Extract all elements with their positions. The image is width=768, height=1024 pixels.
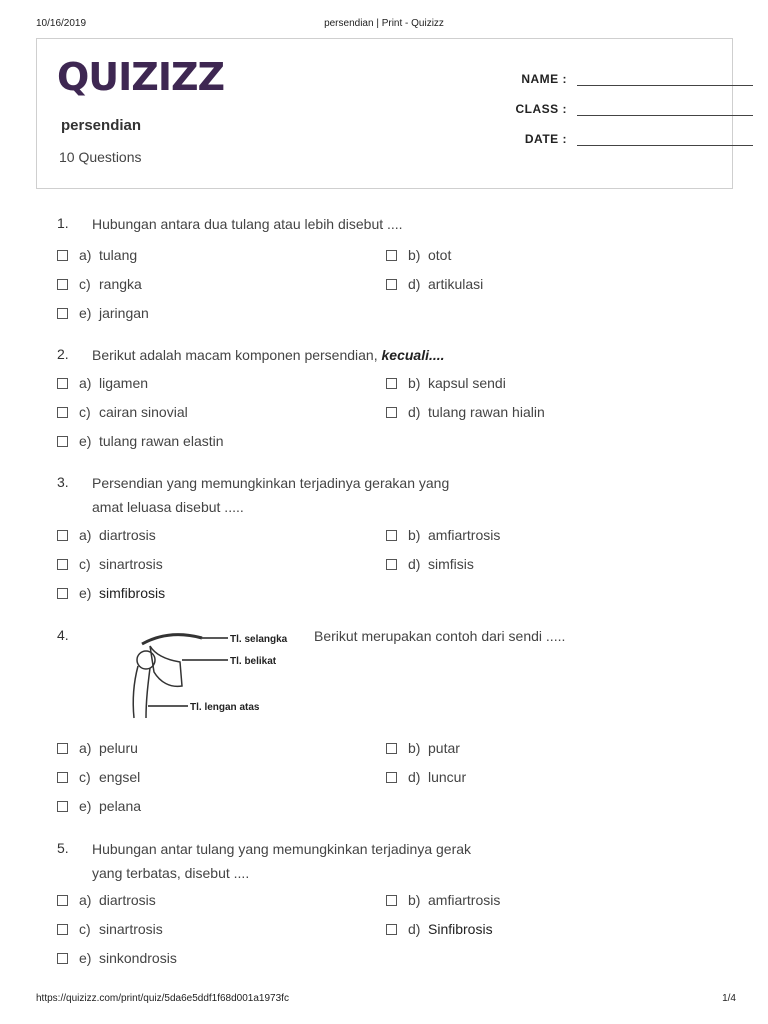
checkbox[interactable] xyxy=(386,924,397,935)
option-letter: d) xyxy=(408,276,421,292)
option-letter: c) xyxy=(79,921,91,937)
option-text: sinkondrosis xyxy=(99,950,177,966)
option-letter: d) xyxy=(408,921,421,937)
option-text: diartrosis xyxy=(99,527,156,543)
option-letter: d) xyxy=(408,769,421,785)
option-letter: e) xyxy=(79,798,92,814)
question-text: Persendian yang memungkinkan terjadinya gerakan yang amat leluasa disebut ..... xyxy=(92,475,450,515)
option-letter: a) xyxy=(79,892,92,908)
class-field xyxy=(477,102,567,122)
option-letter: b) xyxy=(408,527,421,543)
option-letter: c) xyxy=(79,556,91,572)
option-text: engsel xyxy=(99,769,141,785)
option-text: pelana xyxy=(99,798,142,814)
option-letter: e) xyxy=(79,305,92,321)
checkbox[interactable] xyxy=(57,801,68,812)
checkbox[interactable] xyxy=(57,530,68,541)
option-text: tulang xyxy=(99,247,138,263)
checkbox[interactable] xyxy=(386,378,397,389)
question-text xyxy=(92,343,512,367)
option-text: cairan sinovial xyxy=(99,404,188,420)
date-field xyxy=(477,132,567,152)
option-text: amfiartrosis xyxy=(428,527,501,543)
checkbox[interactable] xyxy=(57,588,68,599)
quiz-title: persendian xyxy=(61,117,142,134)
option-letter: b) xyxy=(408,247,421,263)
option-letter: b) xyxy=(408,375,421,391)
option-text: Sinfibrosis xyxy=(428,921,493,937)
question-text-emphasis: kecuali xyxy=(381,347,429,363)
option-letter: e) xyxy=(79,585,92,601)
question-text: Hubungan antar tulang yang memungkinkan terjadinya gerak yang terbatas, disebut .... xyxy=(92,841,472,881)
checkbox[interactable] xyxy=(57,250,68,261)
name-label: NAME : xyxy=(521,72,567,86)
option-letter: d) xyxy=(408,556,421,572)
option-text: kapsul sendi xyxy=(428,375,506,391)
print-url: https://quizizz.com/print/quiz/5da6e5ddf1f68d001a1973fc xyxy=(36,993,289,1004)
question-text-ellipsis: .... xyxy=(429,347,445,363)
date-blank-line[interactable] xyxy=(577,145,753,146)
option-letter: c) xyxy=(79,404,91,420)
option-text: luncur xyxy=(428,769,467,785)
question-text: Berikut merupakan contoh dari sendi ..... xyxy=(314,628,566,644)
option-letter: a) xyxy=(79,527,92,543)
option-letter: b) xyxy=(408,892,421,908)
print-footer xyxy=(0,993,768,1009)
quizizz-logo: QUIZIZZ xyxy=(57,55,225,99)
quiz-header-box xyxy=(36,38,733,189)
option-text: tulang rawan hialin xyxy=(428,404,545,420)
checkbox[interactable] xyxy=(386,559,397,570)
option-letter: a) xyxy=(79,375,92,391)
option-text: sinartrosis xyxy=(99,556,163,572)
option-letter: e) xyxy=(79,950,92,966)
question-number: 1. xyxy=(57,215,69,231)
checkbox[interactable] xyxy=(386,530,397,541)
checkbox[interactable] xyxy=(386,407,397,418)
checkbox[interactable] xyxy=(386,895,397,906)
option-text: simfisis xyxy=(428,556,474,572)
checkbox[interactable] xyxy=(57,743,68,754)
class-blank-line[interactable] xyxy=(577,115,753,116)
checkbox[interactable] xyxy=(57,407,68,418)
question-count: 10 Questions xyxy=(59,149,142,165)
question-number: 4. xyxy=(57,627,69,643)
print-header xyxy=(0,18,768,34)
option-text: ligamen xyxy=(99,375,149,391)
figure-label-scapula: Tl. belikat xyxy=(230,656,277,667)
checkbox[interactable] xyxy=(57,279,68,290)
figure-label-clavicle: Tl. selangka xyxy=(230,634,288,645)
option-letter: b) xyxy=(408,740,421,756)
checkbox[interactable] xyxy=(386,250,397,261)
checkbox[interactable] xyxy=(57,895,68,906)
question-text-main: Berikut adalah macam komponen persendian, xyxy=(92,347,382,363)
checkbox[interactable] xyxy=(57,772,68,783)
checkbox[interactable] xyxy=(386,772,397,783)
option-letter: c) xyxy=(79,276,91,292)
option-letter: a) xyxy=(79,740,92,756)
option-text: tulang rawan elastin xyxy=(99,433,224,449)
question-number: 3. xyxy=(57,474,69,490)
checkbox[interactable] xyxy=(386,279,397,290)
checkbox[interactable] xyxy=(57,308,68,319)
option-letter: e) xyxy=(79,433,92,449)
option-text: rangka xyxy=(99,276,142,292)
option-text: simfibrosis xyxy=(99,585,166,601)
option-letter: a) xyxy=(79,247,92,263)
date-label: DATE : xyxy=(524,132,567,146)
shoulder-bones-illustration xyxy=(120,626,295,721)
question-number: 5. xyxy=(57,840,69,856)
option-text: jaringan xyxy=(99,305,149,321)
question-text: Hubungan antara dua tulang atau lebih disebut .... xyxy=(92,216,403,232)
print-page-number: 1/4 xyxy=(722,993,736,1004)
figure-label-humerus: Tl. lengan atas xyxy=(190,702,260,713)
question-number: 2. xyxy=(57,346,69,362)
print-page-title: persendian | Print - Quizizz xyxy=(324,18,444,29)
shoulder-joint-figure xyxy=(120,626,295,721)
option-text: diartrosis xyxy=(99,892,156,908)
option-text: amfiartrosis xyxy=(428,892,501,908)
checkbox[interactable] xyxy=(57,378,68,389)
option-text: otot xyxy=(428,247,452,263)
option-text: peluru xyxy=(99,740,138,756)
option-letter: d) xyxy=(408,404,421,420)
option-text: artikulasi xyxy=(428,276,484,292)
checkbox[interactable] xyxy=(57,436,68,447)
option-text: sinartrosis xyxy=(99,921,163,937)
checkbox[interactable] xyxy=(386,743,397,754)
option-text: putar xyxy=(428,740,460,756)
name-blank-line[interactable] xyxy=(577,85,753,86)
checkbox[interactable] xyxy=(57,924,68,935)
class-label: CLASS : xyxy=(515,102,567,116)
option-letter: c) xyxy=(79,769,91,785)
name-field xyxy=(477,72,567,92)
print-date: 10/16/2019 xyxy=(36,18,87,29)
checkbox[interactable] xyxy=(57,559,68,570)
checkbox[interactable] xyxy=(57,953,68,964)
